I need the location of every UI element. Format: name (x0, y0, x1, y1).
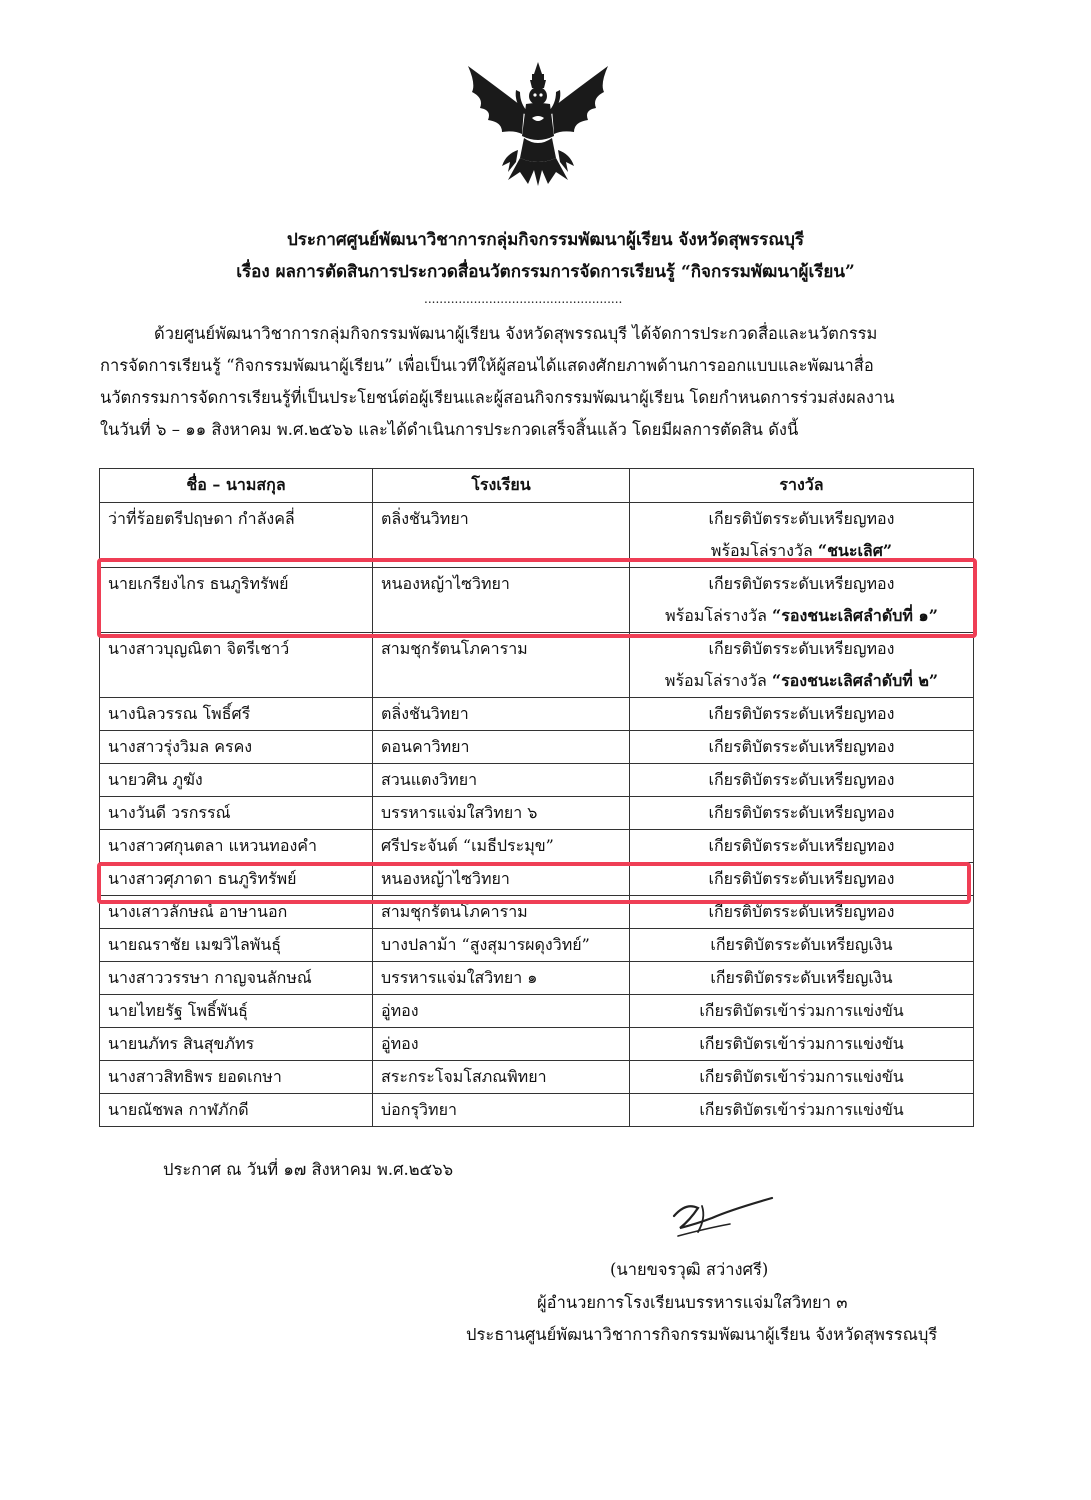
cell-name: นายเกรียงไกร ธนภูริทรัพย์ (100, 568, 373, 633)
intro-paragraph (100, 318, 972, 446)
award-text: เกียรติบัตรเข้าร่วมการแข่งขัน (699, 1001, 904, 1020)
cell-school: สวนแตงวิทยา (373, 764, 630, 797)
cell-school: ตลิ่งชันวิทยา (373, 698, 630, 731)
award-text: เกียรติบัตรระดับเหรียญทอง (708, 902, 895, 921)
title-separator: .................................................... (424, 292, 623, 306)
table-row (100, 962, 974, 995)
table-row (100, 830, 974, 863)
table-row (100, 1094, 974, 1127)
cell-school: บรรหารแจ่มใสวิทยา ๖ (373, 797, 630, 830)
cell-name: นายไทยรัฐ โพธิ์พันธุ์ (100, 995, 373, 1028)
cell-school: สามชุกรัตนโภคาราม (373, 633, 630, 698)
cell-award (630, 633, 974, 698)
award-text: เกียรติบัตรเข้าร่วมการแข่งขัน (699, 1034, 904, 1053)
table-row (100, 995, 974, 1028)
table-row (100, 698, 974, 731)
cell-name: นางเสาวลักษณ์ อาษานอก (100, 896, 373, 929)
cell-award (630, 929, 974, 962)
cell-school: อู่ทอง (373, 1028, 630, 1061)
table-row (100, 929, 974, 962)
intro-line: นวัตกรรมการจัดการเรียนรู้ที่เป็นประโยชน์ต่อผู้เรียนและผู้สอนกิจกรรมพัฒนาผู้เรียน โดยกำหนดการร่วมส่งผลงาน (100, 388, 895, 407)
cell-name: นางสาววรรษา กาญจนลักษณ์ (100, 962, 373, 995)
header-award: รางวัล (630, 469, 974, 503)
cell-award (630, 830, 974, 863)
table-row (100, 1028, 974, 1061)
award-text: เกียรติบัตรระดับเหรียญทอง (708, 770, 895, 789)
award-plaque-title: “ชนะเลิศ” (817, 541, 893, 560)
award-plaque-prefix: พร้อมโล่รางวัล (665, 606, 767, 625)
cell-award (630, 1028, 974, 1061)
header-school: โรงเรียน (373, 469, 630, 503)
garuda-emblem-icon (458, 58, 618, 188)
award-text: เกียรติบัตรระดับเหรียญทอง (708, 836, 895, 855)
header-name: ชื่อ – นามสกุล (100, 469, 373, 503)
cell-school: สระกระโจมโสภณพิทยา (373, 1061, 630, 1094)
cell-name: นางสาวรุ่งวิมล ครคง (100, 731, 373, 764)
cell-school: ดอนคาวิทยา (373, 731, 630, 764)
award-text: เกียรติบัตรระดับเหรียญทอง (708, 803, 895, 822)
award-text: เกียรติบัตรระดับเหรียญทอง (708, 869, 895, 888)
intro-line: ในวันที่ ๖ – ๑๑ สิงหาคม พ.ศ.๒๕๖๖ และได้ดำเนินการประกวดเสร็จสิ้นแล้ว โดยมีผลการตัดสิน ดังนี้ (100, 420, 799, 439)
award-text: เกียรติบัตรระดับเหรียญทอง (708, 704, 895, 723)
award-text: เกียรติบัตรระดับเหรียญทอง (708, 574, 895, 593)
award-text: เกียรติบัตรระดับเหรียญเงิน (710, 935, 893, 954)
cell-award (630, 1061, 974, 1094)
cell-award (630, 797, 974, 830)
cell-school: บ่อกรุวิทยา (373, 1094, 630, 1127)
cell-school: หนองหญ้าไซวิทยา (373, 568, 630, 633)
announce-date: ประกาศ ณ วันที่ ๑๗ สิงหาคม พ.ศ.๒๕๖๖ (163, 1160, 454, 1179)
award-text: เกียรติบัตรเข้าร่วมการแข่งขัน (699, 1100, 904, 1119)
cell-award (630, 962, 974, 995)
cell-name: ว่าที่ร้อยตรีปฤษดา กำลังคลี่ (100, 503, 373, 568)
award-text: เกียรติบัตรระดับเหรียญเงิน (710, 968, 893, 987)
award-plaque-title: “รองชนะเลิศลำดับที่ ๑” (772, 606, 938, 625)
cell-school: ศรีประจันต์ “เมธีประมุข” (373, 830, 630, 863)
cell-name: นายณัชพล กาฬภักดี (100, 1094, 373, 1127)
signer-name: (นายขจรวุฒิ สว่างศรี) (610, 1260, 769, 1279)
cell-award (630, 1094, 974, 1127)
cell-name: นายนภัทร สินสุขภัทร (100, 1028, 373, 1061)
award-text: เกียรติบัตรระดับเหรียญทอง (708, 509, 895, 528)
cell-award (630, 731, 974, 764)
cell-name: นางสาวบุญณิตา จิตรีเชาว์ (100, 633, 373, 698)
award-plaque (638, 665, 965, 697)
cell-school: อู่ทอง (373, 995, 630, 1028)
table-row (100, 797, 974, 830)
cell-name: นางวันดี วรกรรณ์ (100, 797, 373, 830)
cell-name: นางนิลวรรณ โพธิ์ศรี (100, 698, 373, 731)
cell-school: บางปลาม้า “สูงสุมารผดุงวิทย์” (373, 929, 630, 962)
award-plaque-prefix: พร้อมโล่รางวัล (664, 671, 767, 690)
cell-name: นางสาวศุภาดา ธนภูริทรัพย์ (100, 863, 373, 896)
highlight-box (97, 862, 971, 904)
cell-award (630, 764, 974, 797)
award-text: เกียรติบัตรระดับเหรียญทอง (708, 737, 895, 756)
award-plaque-title: “รองชนะเลิศลำดับที่ ๒” (771, 671, 939, 690)
cell-name: นางสาวศกุนตลา แหวนทองคำ (100, 830, 373, 863)
table-row (100, 764, 974, 797)
cell-award (630, 995, 974, 1028)
highlight-box (97, 558, 977, 638)
table-row (100, 1061, 974, 1094)
announcement-subject: เรื่อง ผลการตัดสินการประกวดสื่อนวัตกรรมการจัดการเรียนรู้ “กิจกรรมพัฒนาผู้เรียน” (236, 262, 855, 282)
cell-name: นายวศิน ภูฆัง (100, 764, 373, 797)
table-header-row (100, 469, 974, 503)
cell-name: นายณราชัย เมฆวิไลพันธุ์ (100, 929, 373, 962)
signer-position: ผู้อำนวยการโรงเรียนบรรหารแจ่มใสวิทยา ๓ (537, 1293, 848, 1312)
table-row (100, 633, 974, 698)
intro-line: การจัดการเรียนรู้ “กิจกรรมพัฒนาผู้เรียน” เพื่อเป็นเวทีให้ผู้สอนได้แสดงศักยภาพด้านการออกแบบและพัฒนาสื่อ (100, 356, 874, 375)
intro-line: ด้วยศูนย์พัฒนาวิชาการกลุ่มกิจกรรมพัฒนาผู้เรียน จังหวัดสุพรรณบุรี ได้จัดการประกวดสื่อและนวัตกรรม (154, 324, 878, 343)
cell-name: นางสาวสิทธิพร ยอดเกษา (100, 1061, 373, 1094)
signature (668, 1188, 778, 1248)
award-text: เกียรติบัตรเข้าร่วมการแข่งขัน (699, 1067, 904, 1086)
announcement-title: ประกาศศูนย์พัฒนาวิชาการกลุ่มกิจกรรมพัฒนาผู้เรียน จังหวัดสุพรรณบุรี (286, 230, 805, 250)
table-row (100, 731, 974, 764)
signer-position: ประธานศูนย์พัฒนาวิชาการกิจกรรมพัฒนาผู้เรียน จังหวัดสุพรรณบุรี (466, 1325, 938, 1344)
award-text: เกียรติบัตรระดับเหรียญทอง (708, 639, 895, 658)
cell-school: หนองหญ้าไซวิทยา (373, 863, 630, 896)
award-plaque-prefix: พร้อมโล่รางวัล (710, 541, 813, 560)
cell-award (630, 698, 974, 731)
cell-school: สามชุกรัตนโภคาราม (373, 896, 630, 929)
cell-school: ตลิ่งชันวิทยา (373, 503, 630, 568)
cell-school: บรรหารแจ่มใสวิทยา ๑ (373, 962, 630, 995)
